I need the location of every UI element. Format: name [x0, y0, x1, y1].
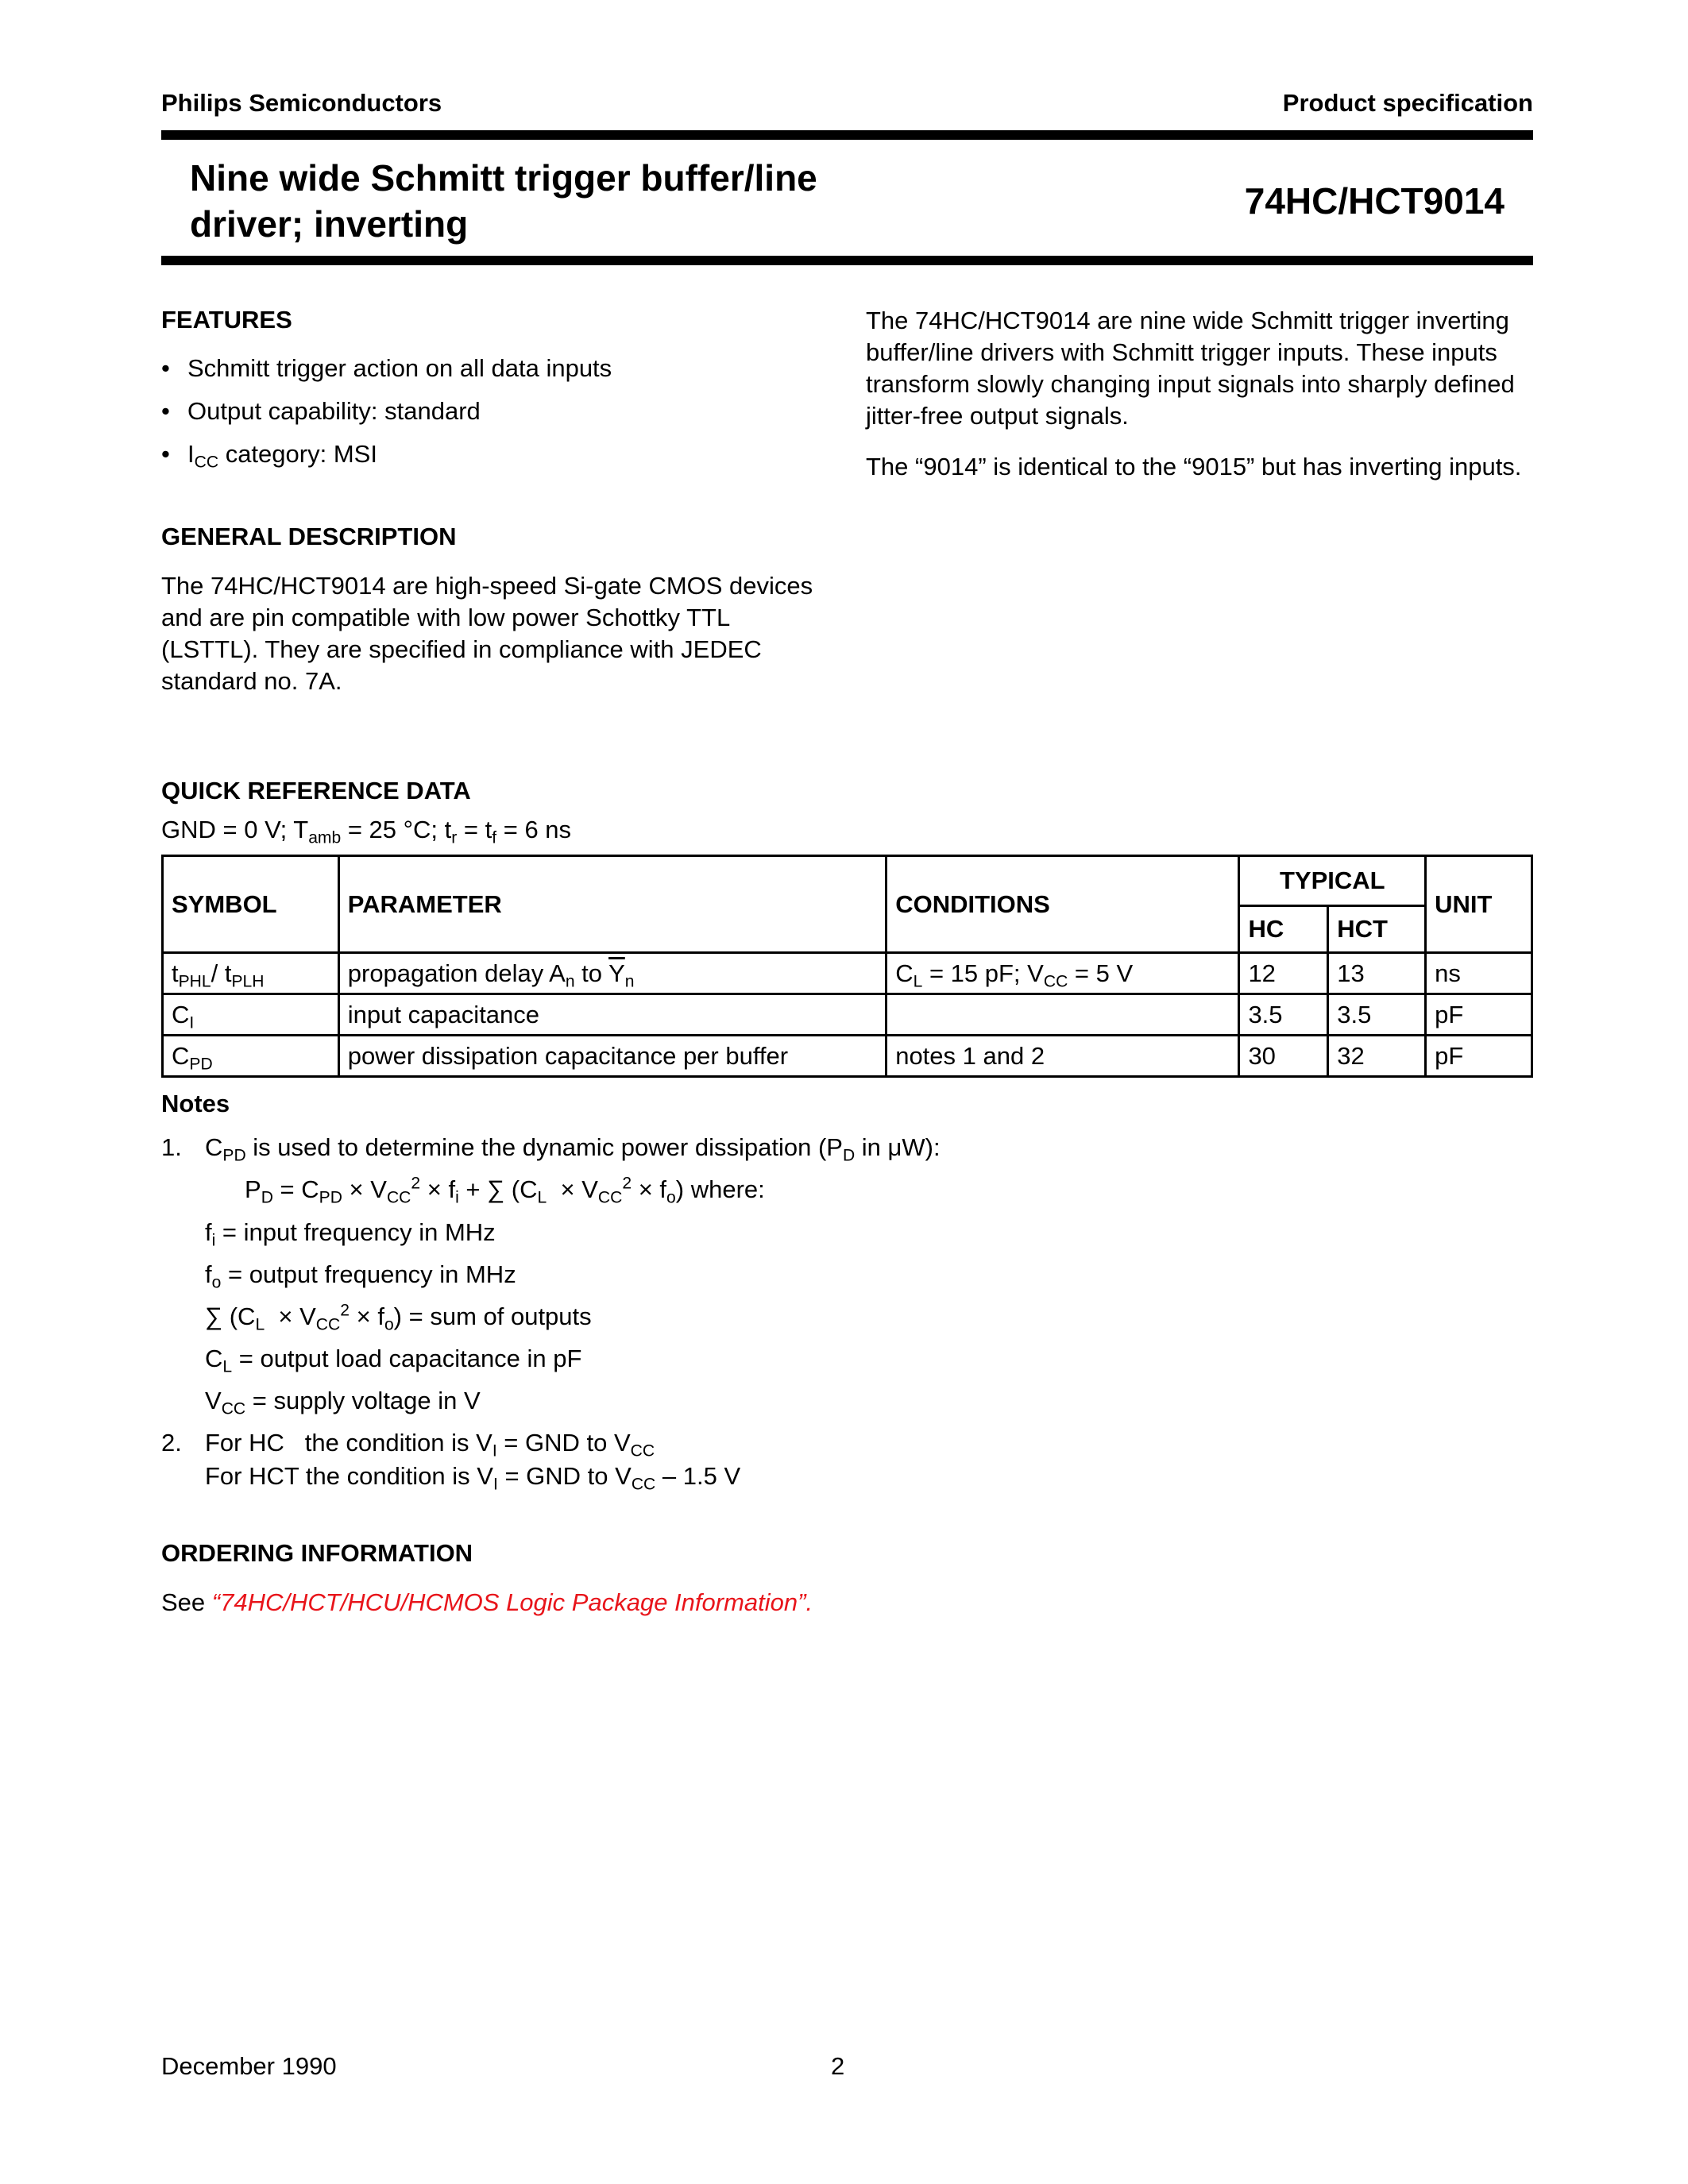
- definition-sum: ∑ $(C_L \times V_{CC}^2 \times f_o)$ = sum of outputs: [205, 1301, 592, 1334]
- table-cell: $C_{PD}$: [163, 1036, 339, 1077]
- quick-reference-heading: QUICK REFERENCE DATA: [161, 777, 471, 805]
- quick-reference-conditions: GND = 0 V; $T_{amb} = 25$ °C; $t_r = t_f = 6$ ns: [161, 816, 572, 847]
- list-item: • $I_{CC}$ category: MSI: [161, 438, 813, 481]
- column-header-parameter: PARAMETER: [338, 856, 886, 953]
- table-cell: notes 1 and 2: [886, 1036, 1239, 1077]
- table-cell: 12: [1239, 953, 1328, 994]
- table-cell: [886, 994, 1239, 1036]
- note-2-hc: For HC the condition is $V_I$ = GND to $V_{CC}$: [205, 1429, 655, 1461]
- table-cell: propagation delay $A_n$ to $\overline{Y}_n$: [338, 953, 886, 994]
- table-cell: 32: [1328, 1036, 1426, 1077]
- description-paragraph: The 74HC/HCT9014 are nine wide Schmitt trigger inverting buffer/line drivers with Schmitt trigger inputs. These inputs transform slowly changing input signals into sharply defined jitter-free output signals.: [866, 307, 1515, 430]
- note-number: 1.: [161, 1133, 182, 1161]
- list-item: • Output capability: standard: [161, 396, 813, 438]
- column-header-conditions: CONDITIONS: [886, 856, 1239, 953]
- document-type: Product specification: [1282, 89, 1533, 117]
- general-description-text: The 74HC/HCT9014 are high-speed Si-gate CMOS devices and are pin compatible with low power Schottky TTL (LSTTL). They are specified in compliance with JEDEC standard no. 7A.: [161, 572, 813, 695]
- column-header-hc: HC: [1239, 906, 1328, 953]
- table-cell: input capacitance: [338, 994, 886, 1036]
- features-list: [161, 353, 813, 481]
- note-1-text: $C_{PD}$ is used to determine the dynamic power dissipation ($P_D$ in μW):: [205, 1133, 941, 1165]
- table-cell: 3.5: [1239, 994, 1328, 1036]
- table-cell: 13: [1328, 953, 1426, 994]
- definition-vcc: $V_{CC}$ = supply voltage in V: [205, 1387, 481, 1418]
- footer-date: December 1990: [161, 2052, 337, 2080]
- table-cell: pF: [1426, 1036, 1532, 1077]
- top-rule: [161, 130, 1533, 140]
- table-row: [163, 1036, 1532, 1077]
- table-cell: pF: [1426, 994, 1532, 1036]
- definition-cl: $C_L$ = output load capacitance in pF: [205, 1345, 582, 1376]
- table-cell: $C_L = 15$ pF; $V_{CC} = 5$ V: [886, 953, 1239, 994]
- table-cell: power dissipation capacitance per buffer: [338, 1036, 886, 1077]
- part-number: 74HC/HCT9014: [1244, 180, 1505, 222]
- table-row: [163, 953, 1532, 994]
- note-2-hct: For HCT the condition is $V_I$ = GND to $V_{CC} - 1.5$ V: [205, 1462, 741, 1494]
- company-name: Philips Semiconductors: [161, 89, 442, 117]
- notes-heading: Notes: [161, 1090, 230, 1117]
- column-header-hct: HCT: [1328, 906, 1426, 953]
- title-rule: [161, 256, 1533, 265]
- power-equation: $P_D = C_{PD} \times V_{CC}^2 \times f_i$ + ∑ $(C_L \times V_{CC}^2 \times f_o)$ where:: [245, 1174, 765, 1207]
- table-cell: 3.5: [1328, 994, 1426, 1036]
- definition-fi: $f_i$ = input frequency in MHz: [205, 1218, 496, 1250]
- quick-reference-table: [161, 855, 1533, 1078]
- table-row: [163, 994, 1532, 1036]
- table-cell: ns: [1426, 953, 1532, 994]
- table-cell: $C_I$: [163, 994, 339, 1036]
- document-title: Nine wide Schmitt trigger buffer/line driver; inverting: [190, 157, 817, 245]
- package-information-link[interactable]: “74HC/HCT/HCU/HCMOS Logic Package Information”: [211, 1588, 806, 1616]
- description-paragraph-2: The “9014” is identical to the “9015” but has inverting inputs.: [866, 453, 1522, 480]
- definition-fo: $f_o$ = output frequency in MHz: [205, 1260, 516, 1292]
- column-header-unit: UNIT: [1426, 856, 1532, 953]
- ordering-text: See “74HC/HCT/HCU/HCMOS Logic Package Information”.: [161, 1588, 813, 1616]
- features-heading: FEATURES: [161, 306, 292, 334]
- general-description-heading: GENERAL DESCRIPTION: [161, 523, 457, 550]
- note-number: 2.: [161, 1429, 182, 1457]
- column-header-symbol: SYMBOL: [163, 856, 339, 953]
- column-header-typical: TYPICAL: [1239, 856, 1426, 906]
- ordering-heading: ORDERING INFORMATION: [161, 1539, 473, 1567]
- page-number: 2: [831, 2052, 845, 2080]
- table-cell: $t_{PHL}/$ $t_{PLH}$: [163, 953, 339, 994]
- list-item: • Schmitt trigger action on all data inputs: [161, 353, 813, 396]
- table-cell: 30: [1239, 1036, 1328, 1077]
